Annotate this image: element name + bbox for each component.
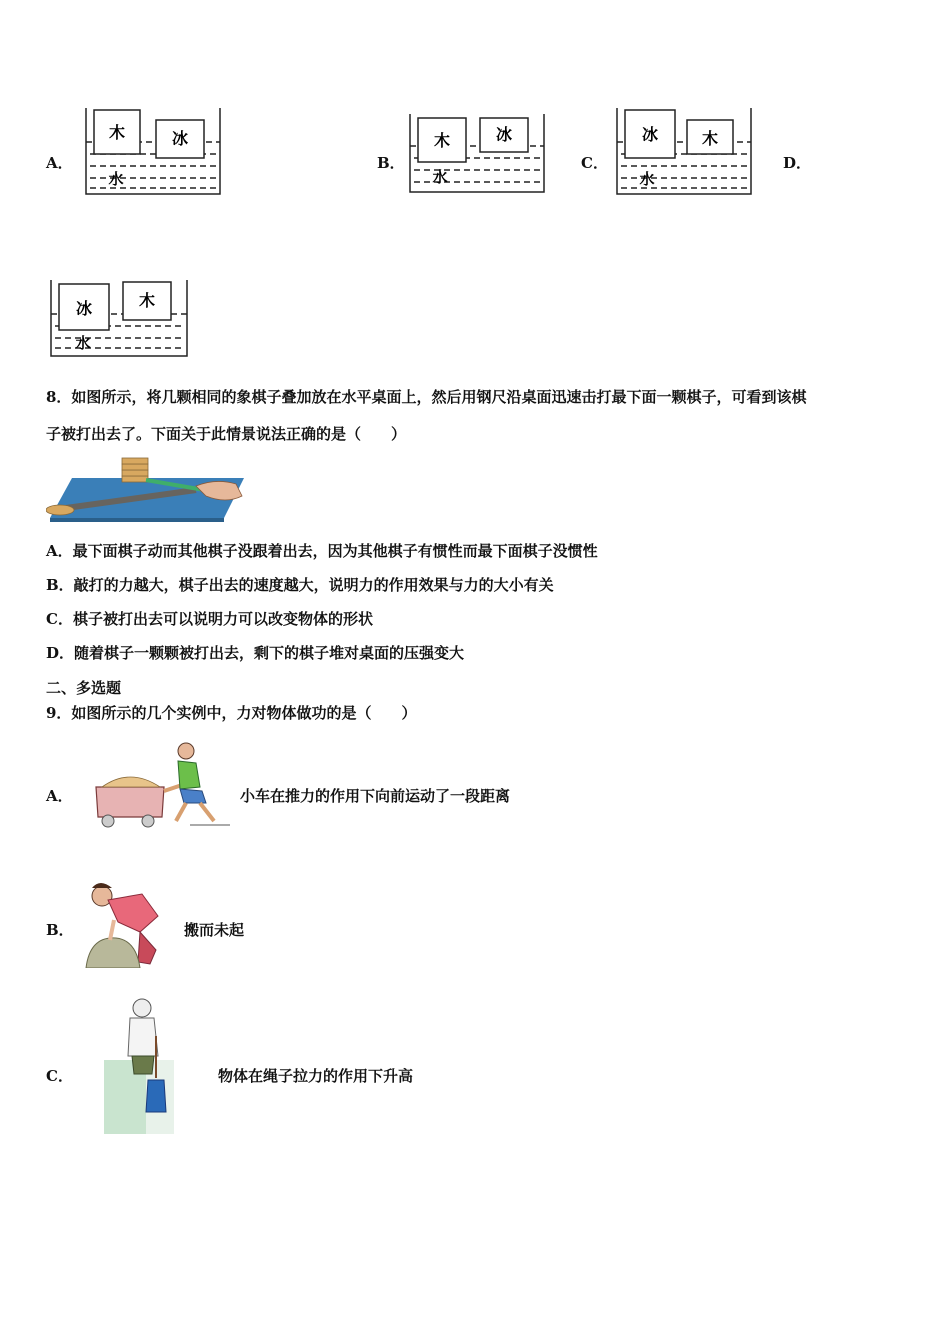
q9-stem: 9．如图所示的几个实例中，力对物体做功的是（ ） <box>46 704 417 722</box>
q9-option-a-text: 小车在推力的作用下向前运动了一段距离 <box>240 787 511 805</box>
q7-option-a-letter: A． <box>46 154 73 172</box>
q7-d-water-label: 水 <box>75 334 91 352</box>
q8-stem-line1: 8．如图所示，将几颗相同的象棋子叠加放在水平桌面上，然后用钢尺沿桌面迅速击打最下面一颗棋子，可看到该棋 <box>46 388 807 406</box>
q9-option-b-text: 搬而未起 <box>184 921 245 939</box>
q9-option-a-cart-figure <box>90 737 230 829</box>
q7-option-c-letter: C． <box>581 154 608 172</box>
q9-option-c-rope-figure <box>102 996 206 1136</box>
q7-option-b-figure <box>408 110 546 194</box>
q7-b-left-block-label: 木 <box>433 131 451 150</box>
q7-a-water-label: 水 <box>108 170 124 188</box>
q8-option-c: C．棋子被打出去可以说明力可以改变物体的形状 <box>46 610 373 628</box>
q9-option-a-letter: A． <box>46 787 73 805</box>
section-title: 二、多选题 <box>46 679 122 697</box>
q7-option-c-figure <box>615 104 753 196</box>
q7-a-left-block-label: 木 <box>108 123 126 142</box>
q7-option-b-letter: B． <box>377 154 405 172</box>
q9-option-c-text: 物体在绳子拉力的作用下升高 <box>218 1067 414 1085</box>
q7-a-right-block-label: 冰 <box>171 129 189 148</box>
q8-option-a: A．最下面棋子动而其他棋子没跟着出去，因为其他棋子有惯性而最下面棋子没惯性 <box>46 542 598 560</box>
q7-d-left-block-label: 冰 <box>75 299 93 318</box>
q9-option-b-letter: B． <box>46 921 74 939</box>
q7-c-right-block-label: 木 <box>701 129 719 148</box>
q7-option-a-figure <box>84 104 222 196</box>
q7-d-right-block-label: 木 <box>138 291 156 310</box>
q7-option-d-letter: D． <box>783 154 812 172</box>
q9-option-b-lifting-figure <box>80 876 170 968</box>
q7-b-right-block-label: 冰 <box>495 125 513 144</box>
q7-c-water-label: 水 <box>639 170 655 188</box>
q8-option-d: D．随着棋子一颗颗被打出去，剩下的棋子堆对桌面的压强变大 <box>46 644 465 662</box>
q7-b-water-label: 水 <box>432 168 448 186</box>
q8-chess-pieces-figure <box>46 456 244 526</box>
q7-c-left-block-label: 冰 <box>641 125 659 144</box>
q8-stem-line2: 子被打出去了。下面关于此情景说法正确的是（ ） <box>46 425 407 443</box>
q7-option-d-figure <box>49 276 189 358</box>
q9-option-c-letter: C． <box>46 1067 73 1085</box>
q8-option-b: B．敲打的力越大，棋子出去的速度越大，说明力的作用效果与力的大小有关 <box>46 576 554 594</box>
